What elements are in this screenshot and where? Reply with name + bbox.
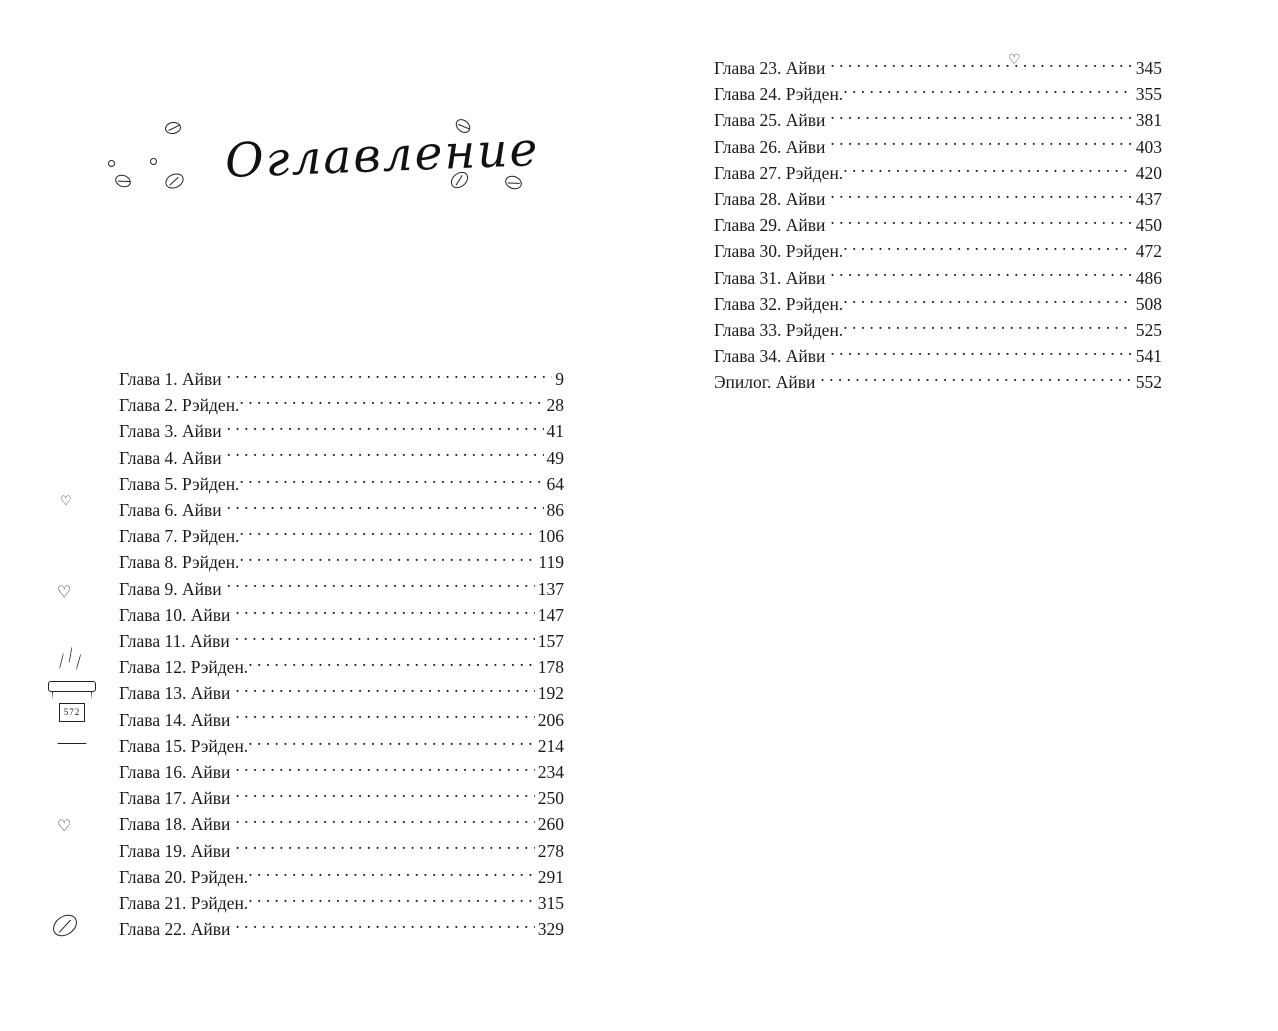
toc-entry-page: 315 <box>537 893 564 914</box>
toc-entry[interactable] <box>119 838 564 864</box>
toc-entry-page: 345 <box>1135 58 1162 78</box>
toc-entry-page: 260 <box>537 814 564 835</box>
toc-entry-label: Глава 13. Айви <box>119 683 231 704</box>
toc-leader-dots <box>830 109 1132 127</box>
toc-entry[interactable] <box>714 291 1162 317</box>
toc-leader-dots <box>239 525 534 543</box>
coffee-bean-icon <box>49 910 81 940</box>
dot-decoration <box>150 158 157 165</box>
toc-entry-label: Глава 29. Айви <box>714 215 826 236</box>
toc-leader-dots <box>227 499 544 517</box>
toc-entry-page: 541 <box>1135 346 1162 367</box>
toc-leader-dots <box>235 708 534 726</box>
toc-leader-dots <box>227 446 544 464</box>
toc-entry-page: 329 <box>537 919 564 940</box>
toc-leader-dots <box>830 57 1132 75</box>
toc-entry[interactable] <box>119 497 564 523</box>
toc-entry-label: Глава 11. Айви <box>119 631 230 652</box>
toc-leader-dots <box>235 630 535 648</box>
toc-entry-label: Глава 18. Айви <box>119 814 231 835</box>
toc-entry-page: 508 <box>1135 293 1162 314</box>
toc-entry-label: Глава 15. Рэйден. <box>119 735 249 756</box>
toc-entry[interactable] <box>714 107 1162 133</box>
heart-icon: ♡ <box>1008 52 1021 68</box>
toc-leader-dots <box>227 368 553 386</box>
toc-entry[interactable] <box>714 186 1162 212</box>
toc-entry-label: Глава 23. Айви <box>714 58 826 78</box>
toc-entry-page: 106 <box>537 526 564 547</box>
cup-lid <box>48 681 96 692</box>
toc-leader-dots <box>830 135 1132 153</box>
toc-entry[interactable] <box>119 785 564 811</box>
toc-entry[interactable] <box>119 523 564 549</box>
toc-entry[interactable] <box>714 265 1162 291</box>
toc-entry-label: Глава 7. Рэйден. <box>119 526 240 547</box>
toc-entry-label: Глава 25. Айви <box>714 110 826 131</box>
toc-entry-page: 206 <box>537 709 564 730</box>
toc-leader-dots <box>235 839 534 857</box>
toc-entry[interactable] <box>119 576 564 602</box>
steam-line <box>69 647 73 663</box>
toc-entry-page: 291 <box>537 866 564 887</box>
toc-entry-page: 278 <box>537 840 564 861</box>
toc-entry[interactable] <box>119 759 564 785</box>
toc-entry-page: 214 <box>537 735 564 756</box>
toc-entry[interactable] <box>119 811 564 837</box>
coffee-bean-icon <box>164 121 182 135</box>
toc-entry-label: Глава 9. Айви <box>119 578 222 599</box>
toc-entry[interactable] <box>119 392 564 418</box>
toc-entry[interactable] <box>714 81 1162 107</box>
toc-entry-page: 250 <box>537 788 564 809</box>
toc-entry-label: Глава 12. Рэйден. <box>119 657 249 678</box>
coffee-bean-icon <box>113 173 132 190</box>
toc-leader-dots <box>830 214 1132 232</box>
dot-decoration <box>108 160 115 167</box>
toc-entry-page: 49 <box>546 447 564 468</box>
toc-entry-label: Глава 19. Айви <box>119 840 231 861</box>
toc-entry-label: Глава 28. Айви <box>714 189 826 210</box>
toc-entry[interactable] <box>119 864 564 890</box>
toc-leader-dots <box>235 603 534 621</box>
toc-leader-dots <box>830 266 1132 284</box>
toc-leader-dots <box>843 240 1133 258</box>
toc-entry-page: 157 <box>537 631 564 652</box>
toc-entry-page: 9 <box>555 369 564 389</box>
toc-entry[interactable] <box>119 680 564 706</box>
toc-entry-page: 381 <box>1135 110 1162 131</box>
toc-entry[interactable] <box>714 212 1162 238</box>
toc-entry[interactable] <box>119 445 564 471</box>
coffee-bean-icon <box>163 171 186 192</box>
toc-entry-label: Глава 34. Айви <box>714 346 826 367</box>
cup-sleeve-text: 572 <box>59 703 85 722</box>
toc-entry-label: Глава 1. Айви <box>119 369 222 389</box>
toc-entry-page: 355 <box>1135 84 1162 105</box>
toc-entry-label: Глава 22. Айви <box>119 919 231 940</box>
coffee-cup-icon <box>47 645 99 755</box>
toc-leader-dots <box>248 865 535 883</box>
toc-entry-label: Глава 16. Айви <box>119 762 231 783</box>
toc-entry-page: 234 <box>537 762 564 783</box>
toc-entry[interactable] <box>119 549 564 575</box>
toc-entry-label: Эпилог. Айви <box>714 372 816 393</box>
toc-entry[interactable] <box>119 707 564 733</box>
toc-leader-dots <box>235 682 534 700</box>
toc-entry-page: 192 <box>537 683 564 704</box>
toc-entry-page: 64 <box>546 473 564 494</box>
page-title: Оглавление <box>224 121 541 190</box>
toc-entry-label: Глава 20. Рэйден. <box>119 866 249 887</box>
toc-leader-dots <box>843 161 1133 179</box>
toc-entry-label: Глава 4. Айви <box>119 447 222 468</box>
toc-leader-dots <box>820 371 1132 389</box>
steam-line <box>76 654 81 670</box>
toc-entry-page: 147 <box>537 604 564 625</box>
toc-leader-dots <box>235 918 534 936</box>
toc-entry-page: 472 <box>1135 241 1162 262</box>
toc-leader-dots <box>248 734 535 752</box>
toc-entry-page: 403 <box>1135 136 1162 157</box>
heart-icon: ♡ <box>57 582 72 601</box>
toc-entry-page: 137 <box>537 578 564 599</box>
toc-entry-label: Глава 6. Айви <box>119 500 222 521</box>
toc-entry-label: Глава 5. Рэйден. <box>119 473 240 494</box>
toc-leader-dots <box>248 656 535 674</box>
title-block <box>110 110 580 240</box>
toc-entry-label: Глава 14. Айви <box>119 709 231 730</box>
heart-icon: ♡ <box>60 494 72 509</box>
toc-entry[interactable] <box>119 916 564 942</box>
toc-entry-label: Глава 27. Рэйден. <box>714 162 844 183</box>
toc-entry-page: 41 <box>546 421 564 442</box>
toc-entry-label: Глава 2. Рэйден. <box>119 395 240 416</box>
toc-entry-label: Глава 32. Рэйден. <box>714 293 844 314</box>
toc-entry[interactable] <box>119 471 564 497</box>
toc-entry-page: 28 <box>546 395 564 416</box>
steam-line <box>59 653 64 669</box>
toc-entry[interactable] <box>119 602 564 628</box>
toc-leader-dots <box>239 394 543 412</box>
toc-entry-page: 552 <box>1135 372 1162 393</box>
heart-icon: ♡ <box>57 816 72 835</box>
toc-entry-page: 119 <box>538 552 564 573</box>
toc-entry-label: Глава 26. Айви <box>714 136 826 157</box>
toc-leader-dots <box>235 761 534 779</box>
toc-entry-label: Глава 24. Рэйден. <box>714 84 844 105</box>
toc-list-right <box>714 55 1162 396</box>
toc-leader-dots <box>248 892 535 910</box>
toc-leader-dots <box>235 813 534 831</box>
toc-leader-dots <box>843 319 1133 337</box>
toc-entry-page: 178 <box>537 657 564 678</box>
toc-leader-dots <box>830 188 1132 206</box>
toc-entry[interactable] <box>119 418 564 444</box>
toc-entry-page: 525 <box>1135 320 1162 341</box>
toc-entry[interactable] <box>714 238 1162 264</box>
toc-entry-page: 437 <box>1135 189 1162 210</box>
toc-entry-label: Глава 3. Айви <box>119 421 222 442</box>
toc-leader-dots <box>235 787 534 805</box>
toc-entry[interactable] <box>119 628 564 654</box>
toc-entry[interactable] <box>714 343 1162 369</box>
toc-entry[interactable] <box>714 55 1162 81</box>
toc-entry-label: Глава 30. Рэйден. <box>714 241 844 262</box>
toc-entry[interactable] <box>714 369 1162 395</box>
toc-leader-dots <box>239 472 543 490</box>
toc-leader-dots <box>843 83 1133 101</box>
toc-entry-label: Глава 33. Рэйден. <box>714 320 844 341</box>
toc-leader-dots <box>239 551 535 569</box>
toc-leader-dots <box>227 577 535 595</box>
toc-entry-page: 486 <box>1135 267 1162 288</box>
toc-leader-dots <box>227 420 544 438</box>
toc-entry-page: 450 <box>1135 215 1162 236</box>
toc-entry-label: Глава 8. Рэйден. <box>119 552 240 573</box>
toc-leader-dots <box>843 292 1133 310</box>
toc-entry[interactable] <box>119 890 564 916</box>
toc-list-left <box>119 366 564 942</box>
toc-entry-page: 420 <box>1135 162 1162 183</box>
toc-entry[interactable] <box>714 317 1162 343</box>
toc-entry-page: 86 <box>546 500 564 521</box>
toc-leader-dots <box>830 345 1132 363</box>
toc-entry[interactable] <box>119 654 564 680</box>
toc-entry-label: Глава 31. Айви <box>714 267 826 288</box>
toc-entry-label: Глава 21. Рэйден. <box>119 893 249 914</box>
toc-entry[interactable] <box>714 134 1162 160</box>
toc-entry[interactable] <box>119 366 564 392</box>
toc-entry[interactable] <box>119 733 564 759</box>
toc-entry-label: Глава 17. Айви <box>119 788 231 809</box>
toc-entry[interactable] <box>714 160 1162 186</box>
toc-entry-label: Глава 10. Айви <box>119 604 231 625</box>
